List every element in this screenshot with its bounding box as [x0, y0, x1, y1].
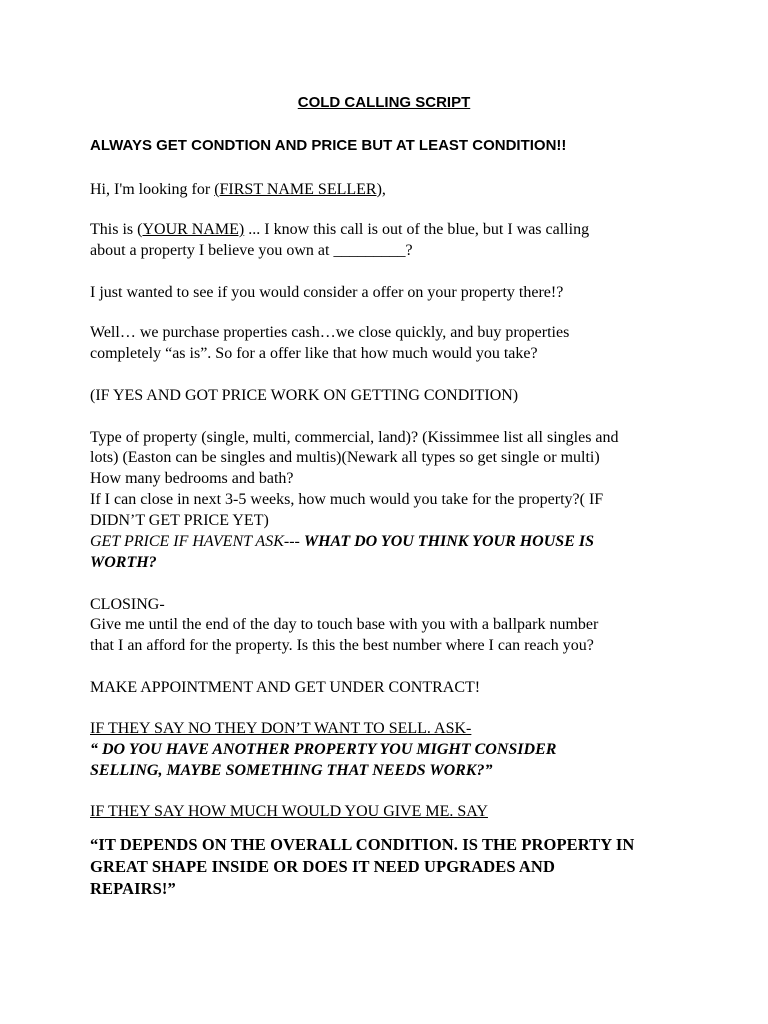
- page-title: COLD CALLING SCRIPT: [297, 94, 471, 111]
- price-ask-bold-line-2: WORTH?: [90, 554, 157, 571]
- if-no-quote-line-2: SELLING, MAYBE SOMETHING THAT NEEDS WORK?”: [90, 762, 493, 779]
- property-details-line-3: How many bedrooms and bath?: [90, 470, 294, 487]
- price-ask-italic: GET PRICE IF HAVENT ASK---: [90, 533, 304, 550]
- closing-label: CLOSING-: [90, 596, 165, 613]
- headline: ALWAYS GET CONDTION AND PRICE BUT AT LEAST CONDITION!!: [90, 137, 567, 154]
- how-much-quote-line-1: “IT DEPENDS ON THE OVERALL CONDITION. IS THE PROPERTY IN: [90, 835, 635, 854]
- pitch-line-1: Well… we purchase properties cash…we close quickly, and buy properties: [90, 324, 570, 341]
- property-details-line-1: Type of property (single, multi, commercial, land)? (Kissimmee list all singles and: [90, 429, 619, 446]
- intro-line-2: about a property I believe you own at _________?: [90, 242, 413, 259]
- property-details-line-2: lots) (Easton can be singles and multis)(Newark all types so get single or multi): [90, 449, 600, 466]
- intro-line-1: [90, 220, 589, 240]
- your-name-placeholder: YOUR NAME): [142, 221, 245, 238]
- price-ask-line: [90, 532, 594, 552]
- appointment-line: MAKE APPOINTMENT AND GET UNDER CONTRACT!: [90, 679, 481, 696]
- greeting-prefix: Hi, I'm looking for: [90, 181, 215, 198]
- how-much-quote-line-2: GREAT SHAPE INSIDE OR DOES IT NEED UPGRADES AND: [90, 857, 555, 876]
- property-details-line-4: If I can close in next 3-5 weeks, how much would you take for the property?( IF: [90, 491, 604, 508]
- if-no-quote-line-1: “ DO YOU HAVE ANOTHER PROPERTY YOU MIGHT CONSIDER: [90, 741, 557, 758]
- pitch-line-2: completely “as is”. So for a offer like that how much would you take?: [90, 345, 538, 362]
- if-yes-instruction: (IF YES AND GOT PRICE WORK ON GETTING CONDITION): [90, 387, 519, 404]
- greeting-line: [90, 180, 386, 200]
- offer-question: I just wanted to see if you would consider a offer on your property there!?: [90, 284, 564, 301]
- price-ask-bold: WHAT DO YOU THINK YOUR HOUSE IS: [303, 533, 594, 550]
- intro-rest: ... I know this call is out of the blue, but I was calling: [244, 221, 590, 238]
- closing-line-2: that I an afford for the property. Is this the best number where I can reach you?: [90, 637, 594, 654]
- intro-prefix: This is (: [90, 221, 143, 238]
- property-details-line-5: DIDN’T GET PRICE YET): [90, 512, 269, 529]
- how-much-quote-line-3: REPAIRS!”: [90, 879, 176, 898]
- closing-line-1: Give me until the end of the day to touch base with you with a ballpark number: [90, 616, 599, 633]
- if-how-much-heading: IF THEY SAY HOW MUCH WOULD YOU GIVE ME. SAY: [90, 803, 488, 820]
- if-no-heading: IF THEY SAY NO THEY DON’T WANT TO SELL. ASK-: [90, 720, 472, 737]
- seller-name-placeholder: (FIRST NAME SELLER),: [214, 181, 386, 198]
